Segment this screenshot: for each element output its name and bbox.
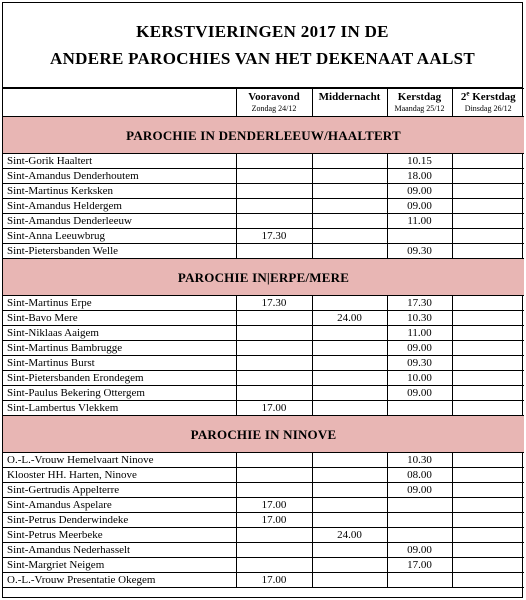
time-tweede — [452, 371, 524, 386]
time-middernacht — [312, 356, 387, 371]
time-tweede — [452, 326, 524, 341]
church-name: Sint-Gorik Haaltert — [3, 154, 236, 169]
time-vooravond — [236, 543, 312, 558]
time-vooravond — [236, 468, 312, 483]
time-vooravond — [236, 184, 312, 199]
time-kerstdag: 09.00 — [387, 386, 452, 401]
header-middernacht-label: Middernacht — [318, 91, 381, 103]
time-tweede — [452, 573, 524, 588]
table-row — [3, 371, 524, 386]
time-tweede — [452, 513, 524, 528]
time-kerstdag — [387, 401, 452, 416]
time-middernacht — [312, 214, 387, 229]
time-vooravond: 17.00 — [236, 401, 312, 416]
table-row — [3, 244, 524, 259]
section-header-row — [3, 416, 524, 453]
time-kerstdag — [387, 513, 452, 528]
church-name: Sint-Niklaas Aaigem — [3, 326, 236, 341]
time-tweede — [452, 154, 524, 169]
title-line-1: KERSTVIERINGEN 2017 IN DE — [136, 22, 389, 41]
section-title: PAROCHIE IN|ERPE/MERE — [3, 259, 524, 296]
time-middernacht — [312, 543, 387, 558]
time-kerstdag: 10.00 — [387, 371, 452, 386]
time-middernacht — [312, 154, 387, 169]
time-middernacht — [312, 498, 387, 513]
time-kerstdag: 09.00 — [387, 341, 452, 356]
table-row — [3, 169, 524, 184]
time-vooravond — [236, 386, 312, 401]
header-church — [3, 89, 236, 117]
church-name: Sint-Petrus Meerbeke — [3, 528, 236, 543]
table-row — [3, 184, 524, 199]
church-name: Sint-Martinus Erpe — [3, 296, 236, 311]
time-tweede — [452, 356, 524, 371]
table-row — [3, 296, 524, 311]
table-row — [3, 229, 524, 244]
header-tweede-num: 2 — [460, 91, 467, 103]
table-row — [3, 326, 524, 341]
time-tweede — [452, 498, 524, 513]
time-kerstdag: 09.00 — [387, 483, 452, 498]
church-name: Sint-Amandus Nederhasselt — [3, 543, 236, 558]
church-name: Sint-Petrus Denderwindeke — [3, 513, 236, 528]
time-tweede — [452, 528, 524, 543]
schedule-table-body — [3, 89, 524, 588]
document-title — [3, 3, 522, 88]
time-vooravond — [236, 199, 312, 214]
table-row — [3, 483, 524, 498]
header-middernacht — [312, 89, 387, 117]
church-name: O.-L.-Vrouw Presentatie Okegem — [3, 573, 236, 588]
time-vooravond: 17.00 — [236, 498, 312, 513]
schedule-document — [2, 2, 523, 598]
church-name: Sint-Pietersbanden Erondegem — [3, 371, 236, 386]
time-kerstdag — [387, 528, 452, 543]
table-row — [3, 528, 524, 543]
header-tweede-sup: e — [466, 89, 470, 98]
time-middernacht — [312, 483, 387, 498]
church-name: Sint-Martinus Bambrugge — [3, 341, 236, 356]
header-kerstdag-date: Maandag 25/12 — [394, 104, 445, 113]
header-vooravond-label: Vooravond — [248, 91, 300, 103]
time-middernacht — [312, 199, 387, 214]
header-tweede-kerstdag-label — [453, 89, 525, 104]
table-row — [3, 356, 524, 371]
time-vooravond — [236, 528, 312, 543]
time-kerstdag: 10.15 — [387, 154, 452, 169]
time-vooravond: 17.30 — [236, 229, 312, 244]
time-middernacht — [312, 573, 387, 588]
table-row — [3, 401, 524, 416]
header-kerstdag-label: Kerstdag — [397, 91, 442, 103]
church-name: Sint-Amandus Heldergem — [3, 199, 236, 214]
time-vooravond: 17.00 — [236, 513, 312, 528]
time-middernacht — [312, 169, 387, 184]
section-title: PAROCHIE IN NINOVE — [3, 416, 524, 453]
time-middernacht — [312, 229, 387, 244]
time-vooravond — [236, 356, 312, 371]
time-tweede — [452, 244, 524, 259]
time-vooravond — [236, 341, 312, 356]
time-vooravond — [236, 169, 312, 184]
church-name: Sint-Amandus Denderhoutem — [3, 169, 236, 184]
time-kerstdag — [387, 229, 452, 244]
header-tweede-kerstdag-date: Dinsdag 26/12 — [464, 104, 512, 113]
time-kerstdag: 18.00 — [387, 169, 452, 184]
time-vooravond — [236, 214, 312, 229]
time-middernacht — [312, 401, 387, 416]
time-kerstdag: 11.00 — [387, 326, 452, 341]
header-tweede-kerstdag — [452, 89, 524, 117]
table-row — [3, 468, 524, 483]
time-vooravond — [236, 154, 312, 169]
time-tweede — [452, 184, 524, 199]
time-middernacht: 24.00 — [312, 528, 387, 543]
time-vooravond — [236, 311, 312, 326]
time-middernacht — [312, 386, 387, 401]
church-name: Sint-Amandus Aspelare — [3, 498, 236, 513]
church-name: Sint-Bavo Mere — [3, 311, 236, 326]
time-tweede — [452, 296, 524, 311]
time-middernacht — [312, 244, 387, 259]
time-vooravond — [236, 326, 312, 341]
church-name: Sint-Martinus Kerksken — [3, 184, 236, 199]
time-tweede — [452, 401, 524, 416]
time-middernacht — [312, 468, 387, 483]
time-middernacht — [312, 558, 387, 573]
church-name: Sint-Paulus Bekering Ottergem — [3, 386, 236, 401]
table-row — [3, 214, 524, 229]
time-middernacht: 24.00 — [312, 311, 387, 326]
time-kerstdag: 09.00 — [387, 199, 452, 214]
time-tweede — [452, 483, 524, 498]
table-row — [3, 311, 524, 326]
time-kerstdag: 17.00 — [387, 558, 452, 573]
church-name: Sint-Amandus Denderleeuw — [3, 214, 236, 229]
title-line-2: ANDERE PAROCHIES VAN HET DEKENAAT AALST — [50, 49, 475, 68]
header-tweede-text: Kerstdag — [472, 91, 516, 103]
time-vooravond — [236, 558, 312, 573]
church-name: Klooster HH. Harten, Ninove — [3, 468, 236, 483]
time-middernacht — [312, 184, 387, 199]
time-middernacht — [312, 326, 387, 341]
time-middernacht — [312, 371, 387, 386]
time-tweede — [452, 558, 524, 573]
time-tweede — [452, 341, 524, 356]
time-vooravond — [236, 371, 312, 386]
table-row — [3, 199, 524, 214]
time-tweede — [452, 229, 524, 244]
table-row — [3, 154, 524, 169]
table-row — [3, 386, 524, 401]
church-name: Sint-Gertrudis Appelterre — [3, 483, 236, 498]
header-kerstdag — [387, 89, 452, 117]
table-row — [3, 341, 524, 356]
table-row — [3, 543, 524, 558]
time-kerstdag: 10.30 — [387, 311, 452, 326]
time-middernacht — [312, 453, 387, 468]
time-tweede — [452, 311, 524, 326]
time-kerstdag: 09.00 — [387, 184, 452, 199]
section-title: PAROCHIE IN DENDERLEEUW/HAALTERT — [3, 117, 524, 154]
time-kerstdag: 08.00 — [387, 468, 452, 483]
time-kerstdag: 17.30 — [387, 296, 452, 311]
time-vooravond — [236, 453, 312, 468]
table-row — [3, 558, 524, 573]
table-row — [3, 498, 524, 513]
header-vooravond-date: Zondag 24/12 — [251, 104, 297, 113]
time-kerstdag: 09.30 — [387, 244, 452, 259]
header-row — [3, 89, 524, 117]
time-kerstdag: 11.00 — [387, 214, 452, 229]
time-vooravond — [236, 244, 312, 259]
time-vooravond: 17.00 — [236, 573, 312, 588]
church-name: O.-L.-Vrouw Hemelvaart Ninove — [3, 453, 236, 468]
time-tweede — [452, 543, 524, 558]
church-name: Sint-Anna Leeuwbrug — [3, 229, 236, 244]
time-middernacht — [312, 341, 387, 356]
time-tweede — [452, 386, 524, 401]
time-tweede — [452, 453, 524, 468]
time-kerstdag — [387, 573, 452, 588]
table-row — [3, 513, 524, 528]
time-tweede — [452, 169, 524, 184]
time-tweede — [452, 214, 524, 229]
header-vooravond — [236, 89, 312, 117]
time-vooravond: 17.30 — [236, 296, 312, 311]
church-name: Sint-Lambertus Vlekkem — [3, 401, 236, 416]
church-name: Sint-Pietersbanden Welle — [3, 244, 236, 259]
time-kerstdag: 09.00 — [387, 543, 452, 558]
time-kerstdag — [387, 498, 452, 513]
time-middernacht — [312, 296, 387, 311]
time-kerstdag: 10.30 — [387, 453, 452, 468]
time-kerstdag: 09.30 — [387, 356, 452, 371]
time-vooravond — [236, 483, 312, 498]
time-middernacht — [312, 513, 387, 528]
time-tweede — [452, 468, 524, 483]
table-row — [3, 453, 524, 468]
church-name: Sint-Martinus Burst — [3, 356, 236, 371]
church-name: Sint-Margriet Neigem — [3, 558, 236, 573]
table-row — [3, 573, 524, 588]
section-header-row — [3, 117, 524, 154]
time-tweede — [452, 199, 524, 214]
schedule-table — [3, 88, 524, 588]
section-header-row — [3, 259, 524, 296]
